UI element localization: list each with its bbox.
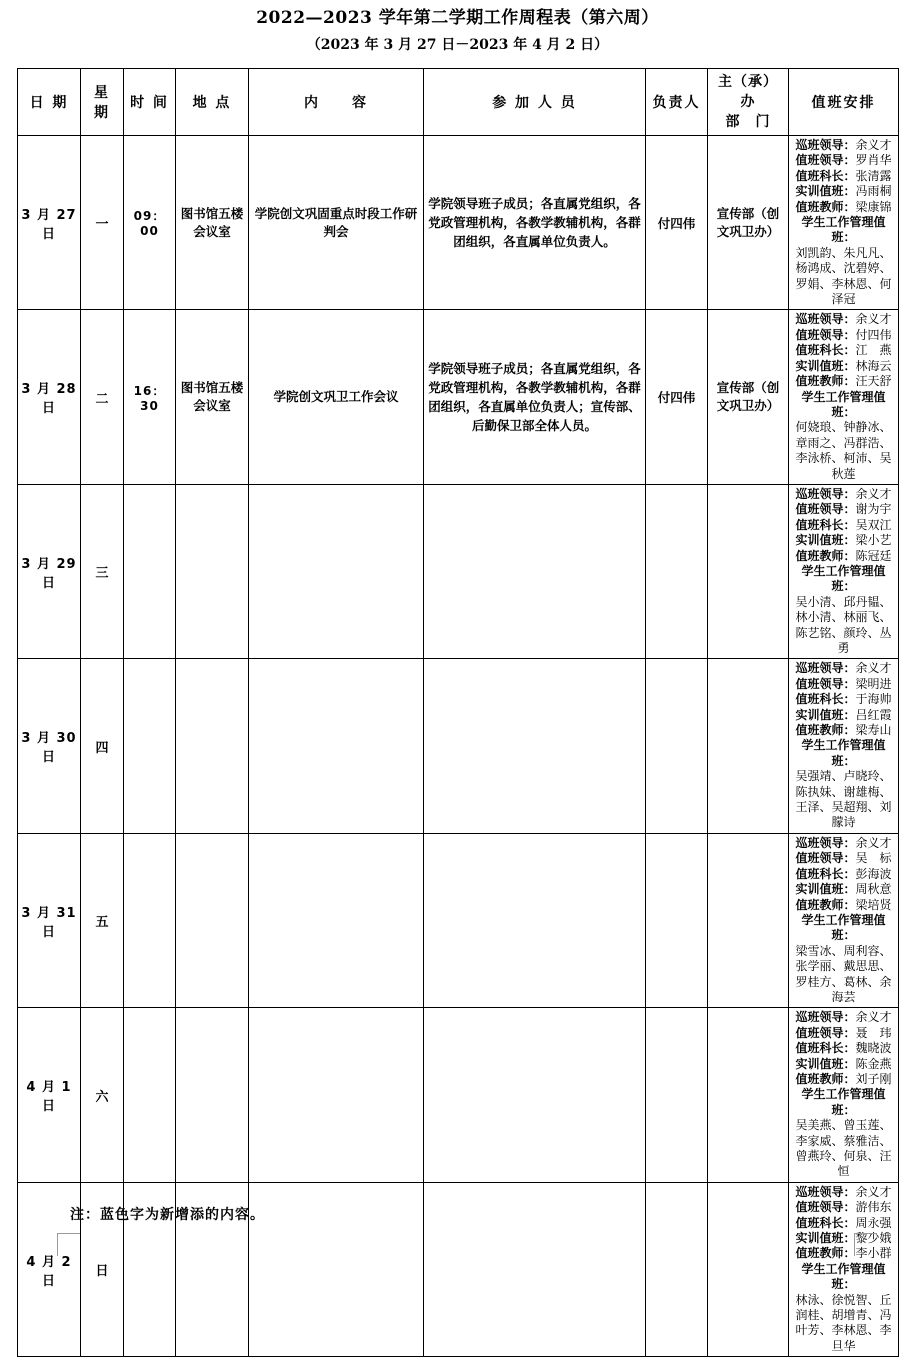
duty-leader-value: 游伟东 bbox=[855, 1200, 892, 1215]
duty-students-label: 学生工作管理值班： bbox=[801, 1087, 886, 1117]
duty-patrol-leader-value: 余义才 bbox=[855, 486, 892, 501]
duty-patrol-leader bbox=[792, 487, 895, 502]
cell-content: 学院创文巩固重点时段工作研判会 bbox=[249, 136, 424, 310]
cell-date: 3 月 28 日 bbox=[18, 310, 81, 484]
cell-participants bbox=[424, 833, 646, 1007]
duty-patrol-leader-value: 余义才 bbox=[855, 1010, 892, 1025]
duty-training-label: 实训值班： bbox=[795, 358, 856, 373]
duty-training bbox=[792, 359, 895, 374]
duty-leader-value: 付四伟 bbox=[855, 327, 892, 342]
duty-students-value: 吴美燕、曾玉莲、李家威、蔡雅洁、曾燕玲、何泉、汪恒 bbox=[795, 1118, 892, 1179]
duty-leader-label: 值班领导： bbox=[795, 1025, 856, 1040]
cell-department: 宣传部（创文巩卫办） bbox=[708, 136, 789, 310]
duty-teacher-value: 李小群 bbox=[855, 1246, 892, 1261]
duty-leader-label: 值班领导： bbox=[795, 153, 856, 168]
header-department-line2: 部 门 bbox=[725, 114, 771, 130]
cell-place: 图书馆五楼会议室 bbox=[176, 136, 249, 310]
duty-training-label: 实训值班： bbox=[795, 1231, 856, 1246]
duty-section-chief-value: 于海帅 bbox=[855, 692, 892, 707]
duty-teacher bbox=[792, 374, 895, 389]
cell-weekday: 一 bbox=[81, 136, 124, 310]
cell-charge bbox=[646, 833, 708, 1007]
cell-department bbox=[708, 659, 789, 833]
cell-department bbox=[708, 484, 789, 658]
duty-patrol-leader-label: 巡班领导： bbox=[795, 1184, 856, 1199]
duty-training-value: 梁小艺 bbox=[855, 533, 892, 548]
duty-section-chief-value: 江 燕 bbox=[855, 343, 892, 358]
duty-leader-value: 吴 标 bbox=[855, 851, 892, 866]
cell-place bbox=[176, 833, 249, 1007]
duty-section-chief-label: 值班科长： bbox=[795, 866, 856, 881]
cell-date: 3 月 31 日 bbox=[18, 833, 81, 1007]
table-row bbox=[18, 310, 899, 484]
duty-patrol-leader bbox=[792, 1185, 895, 1200]
duty-students-label: 学生工作管理值班： bbox=[801, 738, 886, 768]
cell-time bbox=[124, 484, 176, 658]
duty-students-value: 吴强靖、卢晓玲、陈执妹、谢雄梅、王泽、吴超翔、刘朦诗 bbox=[795, 769, 892, 830]
duty-section-chief-value: 魏晓波 bbox=[855, 1041, 892, 1056]
table-row bbox=[18, 659, 899, 833]
duty-training-label: 实训值班： bbox=[795, 1056, 856, 1071]
duty-teacher-label: 值班教师： bbox=[795, 548, 856, 563]
duty-leader-label: 值班领导： bbox=[795, 327, 856, 342]
header-time: 时 间 bbox=[124, 69, 176, 136]
duty-patrol-leader-label: 巡班领导： bbox=[795, 835, 856, 850]
cell-participants bbox=[424, 484, 646, 658]
cell-charge: 付四伟 bbox=[646, 136, 708, 310]
duty-leader-value: 谢为宇 bbox=[855, 502, 892, 517]
cell-department bbox=[708, 1008, 789, 1182]
table-row bbox=[18, 833, 899, 1007]
duty-training bbox=[792, 708, 895, 723]
duty-section-chief bbox=[792, 518, 895, 533]
header-duty: 值班安排 bbox=[789, 69, 899, 136]
duty-training-value: 冯雨桐 bbox=[855, 184, 892, 199]
duty-students-value: 何娆琅、钟静冰、章雨之、冯群浩、李泳桥、柯沛、吴秋莲 bbox=[795, 420, 892, 481]
cell-date: 3 月 27 日 bbox=[18, 136, 81, 310]
duty-section-chief bbox=[792, 1216, 895, 1231]
cell-date: 4 月 1 日 bbox=[18, 1008, 81, 1182]
duty-training-label: 实训值班： bbox=[795, 533, 856, 548]
cell-charge bbox=[646, 484, 708, 658]
cell-duty bbox=[789, 1008, 899, 1182]
cell-place: 图书馆五楼会议室 bbox=[176, 310, 249, 484]
duty-section-chief bbox=[792, 169, 895, 184]
cell-place bbox=[176, 484, 249, 658]
cell-place bbox=[176, 1008, 249, 1182]
cell-charge: 付四伟 bbox=[646, 310, 708, 484]
duty-training-value: 吕红霞 bbox=[855, 707, 892, 722]
duty-teacher-label: 值班教师： bbox=[795, 199, 856, 214]
cell-content bbox=[249, 1008, 424, 1182]
duty-section-chief-value: 周永强 bbox=[855, 1215, 892, 1230]
header-participants: 参 加 人 员 bbox=[424, 69, 646, 136]
duty-patrol-leader bbox=[792, 836, 895, 851]
duty-training-label: 实训值班： bbox=[795, 707, 856, 722]
duty-teacher bbox=[792, 1246, 895, 1261]
duty-leader-label: 值班领导： bbox=[795, 851, 856, 866]
cell-time bbox=[124, 659, 176, 833]
duty-section-chief-value: 张清露 bbox=[855, 168, 892, 183]
cell-date: 3 月 30 日 bbox=[18, 659, 81, 833]
cell-department bbox=[708, 1182, 789, 1356]
cell-place bbox=[176, 659, 249, 833]
duty-training-label: 实训值班： bbox=[795, 184, 856, 199]
duty-patrol-leader-value: 余义才 bbox=[855, 1184, 892, 1199]
duty-teacher-value: 梁培贤 bbox=[855, 897, 892, 912]
cell-weekday: 日 bbox=[81, 1182, 124, 1356]
duty-section-chief bbox=[792, 692, 895, 707]
cell-weekday: 四 bbox=[81, 659, 124, 833]
cell-participants bbox=[424, 1182, 646, 1356]
schedule-table bbox=[17, 68, 899, 1357]
duty-teacher-value: 汪天舒 bbox=[855, 374, 892, 389]
duty-section-chief-value: 吴双江 bbox=[855, 517, 892, 532]
header-department-line1: 主（承）办 bbox=[718, 74, 778, 110]
duty-section-chief bbox=[792, 867, 895, 882]
duty-section-chief-label: 值班科长： bbox=[795, 1215, 856, 1230]
schedule-table-wrapper bbox=[17, 68, 898, 1357]
duty-section-chief-label: 值班科长： bbox=[795, 1041, 856, 1056]
duty-teacher-value: 陈冠廷 bbox=[855, 548, 892, 563]
duty-leader bbox=[792, 677, 895, 692]
header-department bbox=[708, 69, 789, 136]
duty-training-value: 周秋意 bbox=[855, 882, 892, 897]
page-title: 2022—2023 学年第二学期工作周程表（第六周） bbox=[256, 8, 659, 28]
cell-time bbox=[124, 833, 176, 1007]
cell-content bbox=[249, 659, 424, 833]
duty-students-value: 吴小清、邱丹韫、林小清、林丽飞、陈艺铭、颜玲、丛勇 bbox=[795, 594, 892, 655]
duty-leader bbox=[792, 153, 895, 168]
duty-patrol-leader-label: 巡班领导： bbox=[795, 138, 856, 152]
cell-date: 3 月 29 日 bbox=[18, 484, 81, 658]
duty-students-label: 学生工作管理值班： bbox=[801, 1261, 886, 1292]
duty-students-value: 林泳、徐悦智、丘润桂、胡增青、冯叶芳、李林恩、李旦华 bbox=[795, 1292, 892, 1353]
cell-duty bbox=[789, 310, 899, 484]
duty-teacher bbox=[792, 898, 895, 913]
table-header bbox=[18, 69, 899, 136]
duty-teacher-label: 值班教师： bbox=[795, 723, 856, 738]
duty-section-chief bbox=[792, 343, 895, 358]
duty-leader bbox=[792, 851, 895, 866]
cell-charge bbox=[646, 1008, 708, 1182]
table-row bbox=[18, 136, 899, 310]
duty-teacher bbox=[792, 200, 895, 215]
duty-leader-label: 值班领导： bbox=[795, 502, 856, 517]
duty-patrol-leader-value: 余义才 bbox=[855, 312, 892, 327]
cell-weekday: 六 bbox=[81, 1008, 124, 1182]
duty-patrol-leader bbox=[792, 138, 895, 153]
duty-section-chief-value: 彭海波 bbox=[855, 866, 892, 881]
cell-charge bbox=[646, 659, 708, 833]
duty-section-chief-label: 值班科长： bbox=[795, 168, 856, 183]
header-row bbox=[18, 69, 899, 136]
cell-charge bbox=[646, 1182, 708, 1356]
cell-weekday: 二 bbox=[81, 310, 124, 484]
header-charge: 负责人 bbox=[646, 69, 708, 136]
cell-weekday: 五 bbox=[81, 833, 124, 1007]
duty-leader-value: 罗肖华 bbox=[855, 153, 892, 168]
cell-department bbox=[708, 833, 789, 1007]
cell-content bbox=[249, 1182, 424, 1356]
cell-participants bbox=[424, 659, 646, 833]
duty-teacher bbox=[792, 723, 895, 738]
duty-training bbox=[792, 1057, 895, 1072]
duty-training-value: 黎少娥 bbox=[855, 1231, 892, 1246]
cell-content bbox=[249, 833, 424, 1007]
duty-leader bbox=[792, 328, 895, 343]
duty-training-value: 林海云 bbox=[855, 358, 892, 373]
header-date: 日 期 bbox=[18, 69, 81, 136]
duty-section-chief-label: 值班科长： bbox=[795, 343, 856, 358]
duty-students-value: 梁雪冰、周利容、张学丽、戴思思、罗桂方、葛林、余海芸 bbox=[795, 943, 892, 1004]
duty-teacher-label: 值班教师： bbox=[795, 1071, 856, 1086]
cell-participants: 学院领导班子成员；各直属党组织，各党政管理机构，各教学教辅机构，各群团组织，各直属单位负责人。 bbox=[424, 136, 646, 310]
duty-leader-label: 值班领导： bbox=[795, 1200, 856, 1215]
duty-students-label: 学生工作管理值班： bbox=[801, 389, 886, 419]
cell-department: 宣传部（创文巩卫办） bbox=[708, 310, 789, 484]
duty-teacher bbox=[792, 1072, 895, 1087]
duty-section-chief-label: 值班科长： bbox=[795, 692, 856, 707]
table-row bbox=[18, 1008, 899, 1182]
duty-teacher-value: 梁寿山 bbox=[855, 723, 892, 738]
cell-duty bbox=[789, 484, 899, 658]
cell-participants bbox=[424, 1008, 646, 1182]
cell-content bbox=[249, 484, 424, 658]
header-weekday: 星 期 bbox=[81, 69, 124, 136]
duty-training bbox=[792, 184, 895, 199]
duty-patrol-leader-value: 余义才 bbox=[855, 835, 892, 850]
cell-duty bbox=[789, 833, 899, 1007]
page-subtitle: （2023 年 3 月 27 日－2023 年 4 月 2 日） bbox=[306, 37, 609, 53]
duty-patrol-leader-label: 巡班领导： bbox=[795, 661, 856, 676]
duty-leader-value: 梁明进 bbox=[855, 676, 892, 691]
duty-patrol-leader-value: 余义才 bbox=[855, 138, 892, 152]
crop-mark-bottom-left bbox=[57, 1233, 80, 1256]
duty-training bbox=[792, 533, 895, 548]
duty-leader bbox=[792, 1200, 895, 1215]
duty-teacher-value: 梁康锦 bbox=[855, 199, 892, 214]
cell-participants: 学院领导班子成员；各直属党组织，各党政管理机构，各教学教辅机构，各群团组织，各直属单位负责人；宣传部、后勤保卫部全体人员。 bbox=[424, 310, 646, 484]
duty-training-value: 陈金燕 bbox=[855, 1056, 892, 1071]
duty-patrol-leader-value: 余义才 bbox=[855, 661, 892, 676]
duty-patrol-leader bbox=[792, 661, 895, 676]
duty-teacher-label: 值班教师： bbox=[795, 374, 856, 389]
header-content: 内 容 bbox=[249, 69, 424, 136]
cell-time: 09：00 bbox=[124, 136, 176, 310]
cell-time: 16：30 bbox=[124, 310, 176, 484]
duty-section-chief bbox=[792, 1041, 895, 1056]
duty-leader-value: 聂 玮 bbox=[855, 1025, 892, 1040]
cell-content: 学院创文巩卫工作会议 bbox=[249, 310, 424, 484]
duty-leader bbox=[792, 1026, 895, 1041]
cell-duty bbox=[789, 1182, 899, 1356]
cell-date: 4 月 2 日 bbox=[18, 1182, 81, 1356]
duty-training-label: 实训值班： bbox=[795, 882, 856, 897]
duty-teacher-value: 刘子刚 bbox=[855, 1071, 892, 1086]
duty-teacher-label: 值班教师： bbox=[795, 1246, 856, 1261]
duty-students-value: 刘凯韵、朱凡凡、杨鸿成、沈碧婷、罗娟、李林恩、何泽冠 bbox=[795, 245, 892, 307]
cell-duty bbox=[789, 136, 899, 310]
table-row bbox=[18, 484, 899, 658]
duty-patrol-leader-label: 巡班领导： bbox=[795, 1010, 856, 1025]
cell-time bbox=[124, 1008, 176, 1182]
duty-patrol-leader bbox=[792, 1010, 895, 1025]
duty-patrol-leader bbox=[792, 312, 895, 327]
title-block bbox=[0, 0, 915, 58]
duty-training bbox=[792, 882, 895, 897]
duty-patrol-leader-label: 巡班领导： bbox=[795, 486, 856, 501]
duty-training bbox=[792, 1231, 895, 1246]
duty-teacher bbox=[792, 549, 895, 564]
duty-leader-label: 值班领导： bbox=[795, 676, 856, 691]
table-body bbox=[18, 136, 899, 1357]
header-place: 地 点 bbox=[176, 69, 249, 136]
crop-mark-bottom-right bbox=[854, 1233, 877, 1256]
cell-weekday: 三 bbox=[81, 484, 124, 658]
footnote: 注：蓝色字为新增添的内容。 bbox=[70, 1207, 265, 1223]
duty-section-chief-label: 值班科长： bbox=[795, 517, 856, 532]
cell-duty bbox=[789, 659, 899, 833]
duty-students-label: 学生工作管理值班： bbox=[801, 912, 886, 943]
duty-students-label: 学生工作管理值班： bbox=[801, 563, 886, 594]
duty-patrol-leader-label: 巡班领导： bbox=[795, 312, 856, 327]
duty-leader bbox=[792, 502, 895, 517]
duty-students-label: 学生工作管理值班： bbox=[801, 215, 886, 245]
duty-teacher-label: 值班教师： bbox=[795, 897, 856, 912]
